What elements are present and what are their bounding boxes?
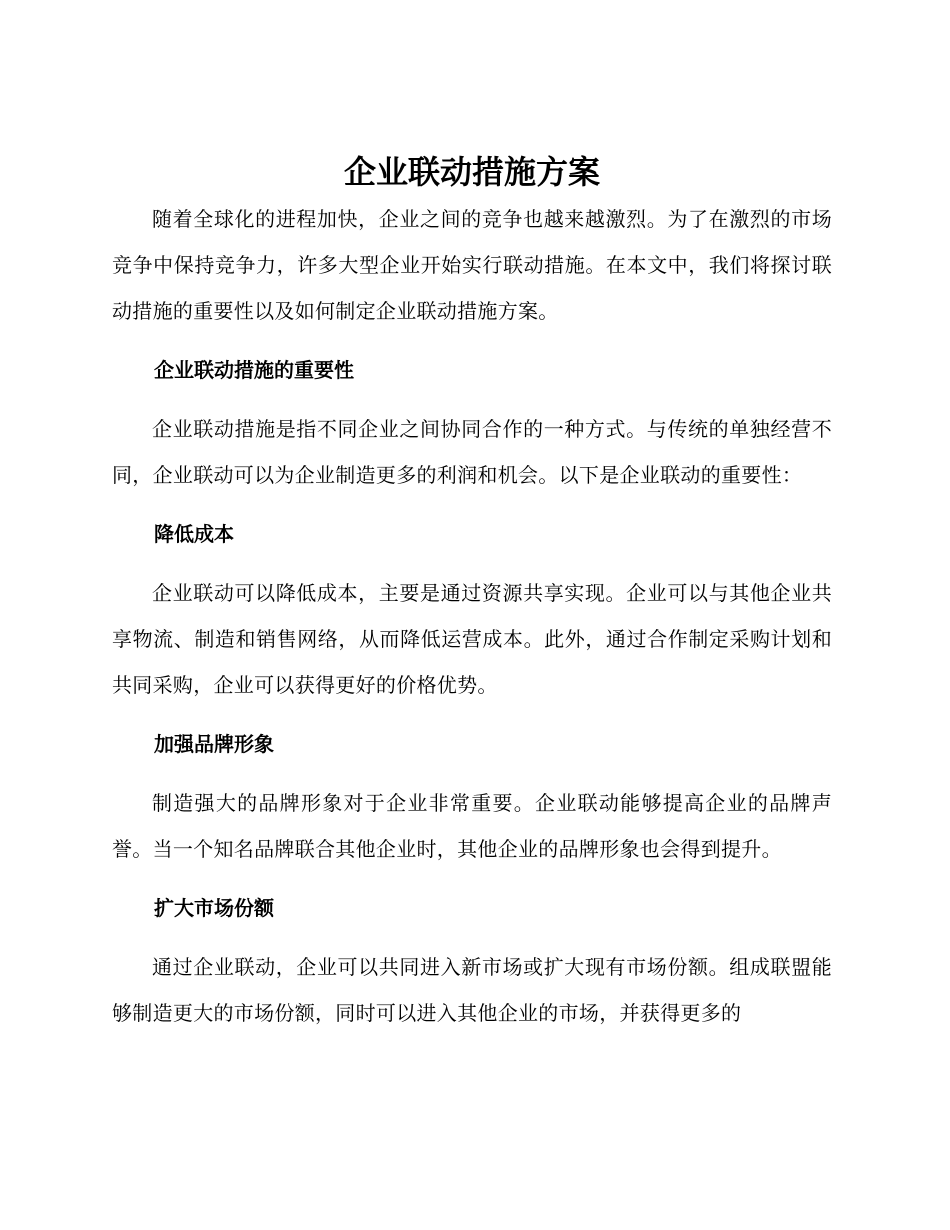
document-title: 企业联动措施方案	[343, 153, 600, 191]
section-body-brand-image: 制造强大的品牌形象对于企业非常重要。企业联动能够提高企业的品牌声誉。当一个知名品牌联合其他企业时，其他企业的品牌形象也会得到提升。	[112, 791, 832, 861]
section-heading-reduce-cost: 降低成本	[154, 522, 234, 546]
document-page	[112, 148, 832, 1036]
section-heading-brand-image: 加强品牌形象	[154, 732, 274, 756]
section-heading-importance: 企业联动措施的重要性	[154, 358, 354, 382]
section-body-importance: 企业联动措施是指不同企业之间协同合作的一种方式。与传统的单独经营不同，企业联动可以为企业制造更多的利润和机会。以下是企业联动的重要性：	[112, 417, 832, 487]
intro-paragraph: 随着全球化的进程加快，企业之间的竞争也越来越激烈。为了在激烈的市场竞争中保持竞争力，许多大型企业开始实行联动措施。在本文中，我们将探讨联动措施的重要性以及如何制定企业联动措施方案。	[112, 207, 832, 323]
section-body-market-share: 通过企业联动，企业可以共同进入新市场或扩大现有市场份额。组成联盟能够制造更大的市场份额，同时可以进入其他企业的市场，并获得更多的	[112, 955, 832, 1025]
section-body-reduce-cost: 企业联动可以降低成本，主要是通过资源共享实现。企业可以与其他企业共享物流、制造和销售网络，从而降低运营成本。此外，通过合作制定采购计划和共同采购，企业可以获得更好的价格优势。	[112, 581, 832, 697]
section-heading-market-share: 扩大市场份额	[154, 896, 274, 920]
